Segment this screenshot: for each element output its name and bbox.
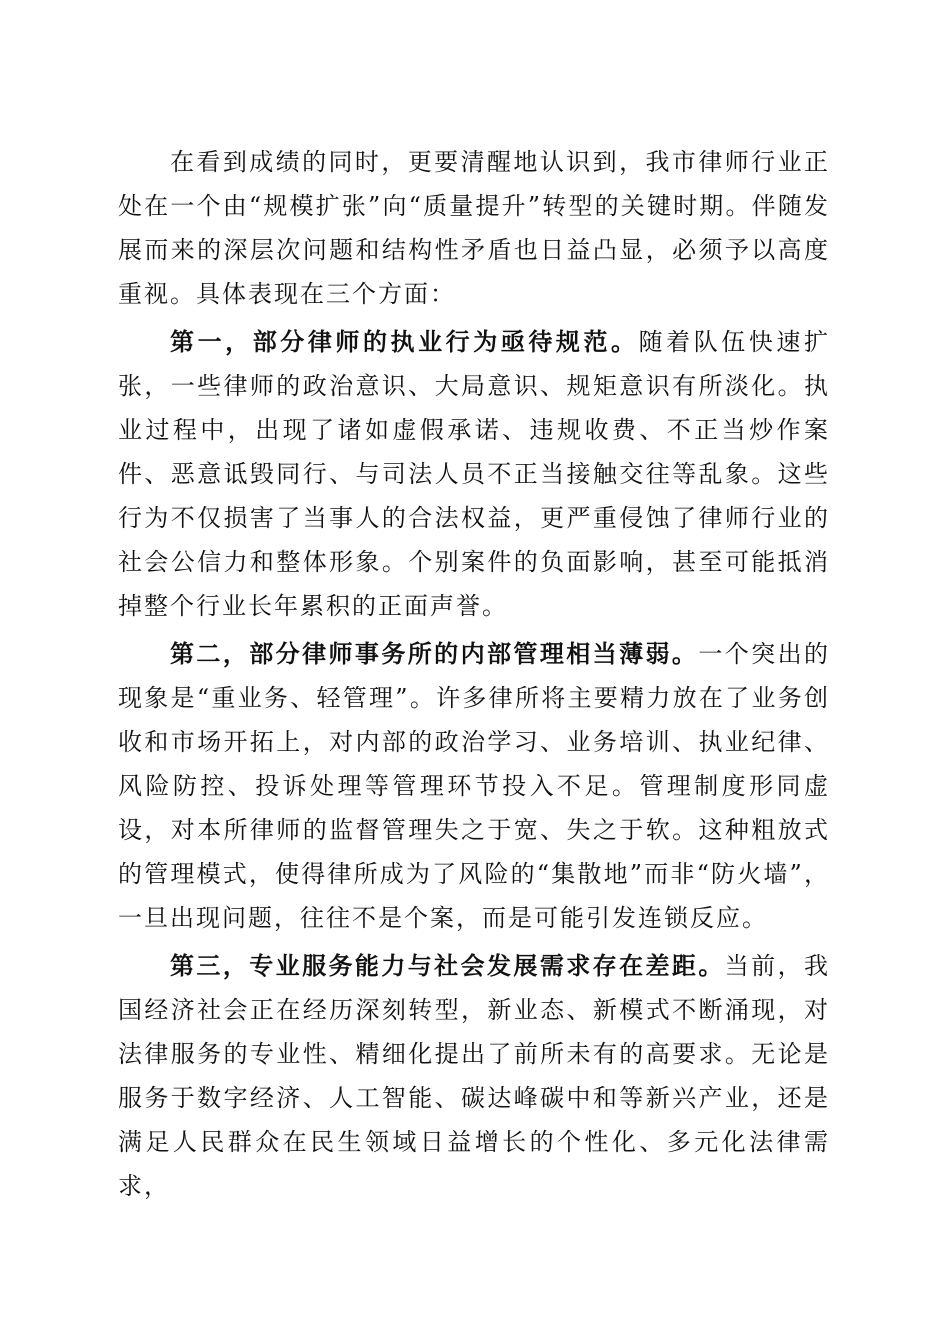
paragraph-first-point — [118, 320, 830, 628]
paragraph-heading: 第二，部分律师事务所的内部管理相当薄弱。 — [170, 639, 699, 668]
paragraph-second-point — [118, 632, 830, 940]
paragraph-intro — [118, 140, 830, 316]
paragraph-text: 随着队伍快速扩张，一些律师的政治意识、大局意识、规矩意识有所淡化。执业过程中，出现了诸如虚假承诺、违规收费、不正当炒作案件、恶意诋毁同行、与司法人员不正当接触交往等乱象。这些行为不仅损害了当事人的合法权益，更严重侵蚀了律师行业的社会公信力和整体形象。个别案件的负面影响，甚至可能抵消掉整个行业长年累积的正面声誉。 — [118, 328, 831, 620]
paragraph-text: 在看到成绩的同时，更要清醒地认识到，我市律师行业正处在一个由“规模扩张”向“质量提升”转型的关键时期。伴随发展而来的深层次问题和结构性矛盾也日益凸显，必须予以高度重视。具体表现在三个方面： — [118, 148, 830, 308]
paragraph-text: 当前，我国经济社会正在经历深刻转型，新业态、新模式不断涌现，对法律服务的专业性、精细化提出了前所未有的高要求。无论是服务于数字经济、人工智能、碳达峰碳中和等新兴产业，还是满足人民群众在民生领域日益增长的个性化、多元化法律需求， — [118, 952, 830, 1200]
paragraph-text: 一个突出的现象是“重业务、轻管理”。许多律所将主要精力放在了业务创收和市场开拓上，对内部的政治学习、业务培训、执业纪律、风险防控、投诉处理等管理环节投入不足。管理制度形同虚设，对本所律师的监督管理失之于宽、失之于软。这种粗放式的管理模式，使得律所成为了风险的“集散地”而非“防火墙”，一旦出现问题，往往不是个案，而是可能引发连锁反应。 — [118, 640, 831, 932]
paragraph-third-point — [118, 944, 830, 1208]
paragraph-heading: 第三，专业服务能力与社会发展需求存在差距。 — [170, 951, 725, 980]
document-body — [118, 140, 830, 1208]
paragraph-heading: 第一，部分律师的执业行为亟待规范。 — [170, 327, 639, 356]
